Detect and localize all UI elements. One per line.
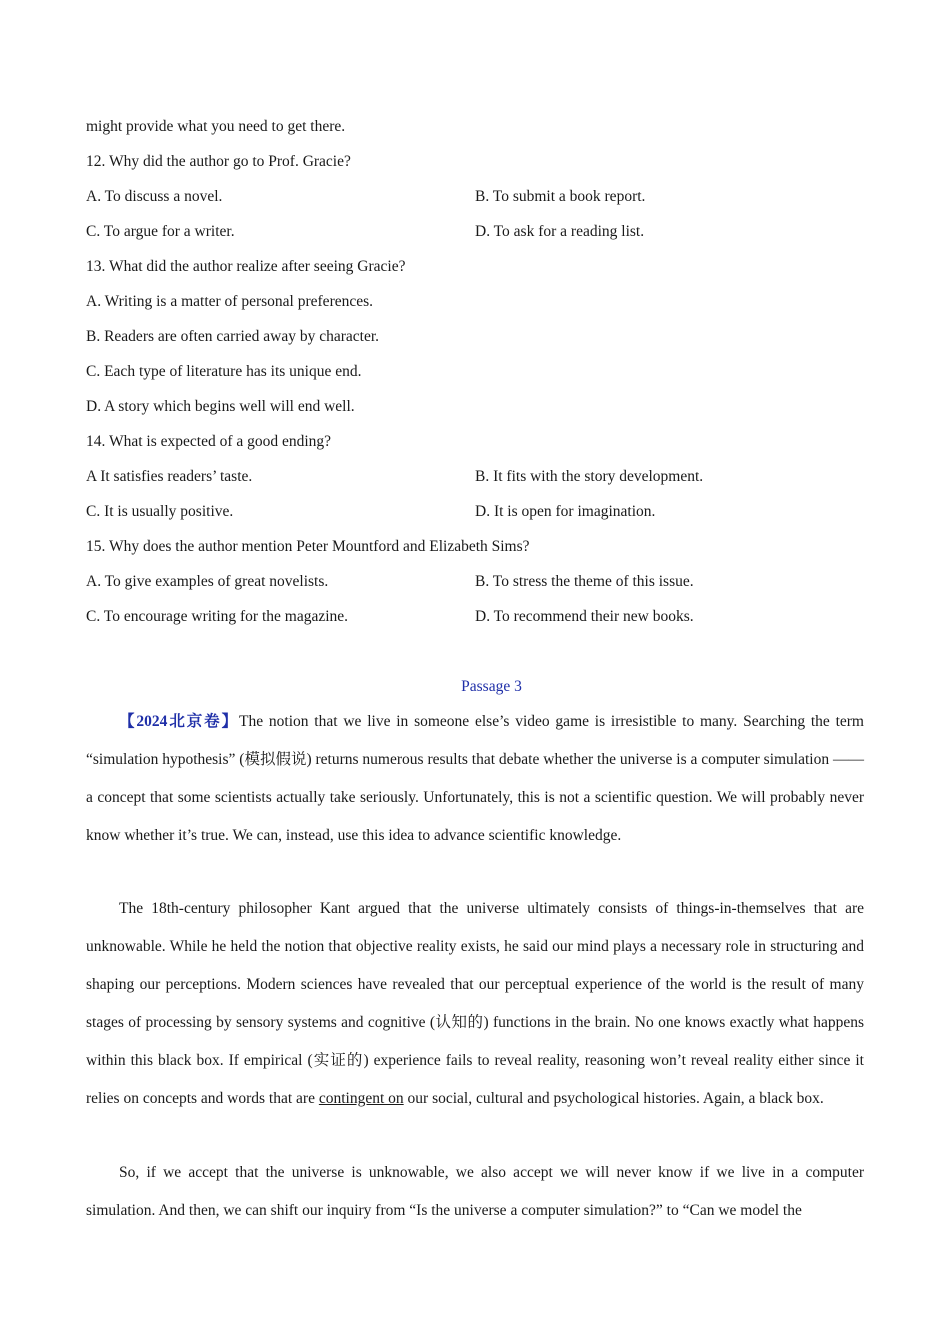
paragraph-2-text-start: The 18th-century philosopher Kant argued that the universe ultimately consists of things-in-themselves that are unknowable. While he held the notion that objective reality exists, he said our mind plays a necessary role in structuring and shaping our perceptions. Modern sciences have revealed that our perceptual experience of the world is the result of many stages of processing by sensory systems and cognitive (认知的) functions in the brain. No one knows exactly what happens within this black box. If empirical (实证的) experience fails to reveal reality, reasoning won’t reveal reality either since it relies on concepts and words that are [86, 900, 864, 1107]
option-12d: D. To ask for a reading list. [475, 223, 645, 240]
question-15: 15. Why does the author mention Peter Mountford and Elizabeth Sims? [86, 538, 530, 555]
question-12: 12. Why did the author go to Prof. Gracie? [86, 153, 351, 170]
question-13: 13. What did the author realize after seeing Gracie? [86, 258, 406, 275]
option-13c: C. Each type of literature has its unique end. [86, 363, 362, 380]
option-12b: B. To submit a book report. [475, 188, 646, 205]
underlined-phrase: contingent on [318, 1090, 404, 1107]
option-13d: D. A story which begins well will end well. [86, 398, 355, 415]
passage-title: Passage 3 [461, 678, 522, 695]
intro-line: might provide what you need to get there. [86, 118, 346, 135]
option-15d: D. To recommend their new books. [475, 608, 694, 625]
paragraph-1 [86, 703, 864, 855]
source-tag: 【2024北京卷】 [119, 713, 240, 730]
option-15a: A. To give examples of great novelists. [86, 573, 329, 590]
paragraph-2 [86, 890, 864, 1118]
option-12a: A. To discuss a novel. [86, 188, 223, 205]
option-14c: C. It is usually positive. [86, 503, 234, 520]
paragraph-2-text-end: our social, cultural and psychological histories. Again, a black box. [403, 1090, 824, 1107]
option-14a: A It satisfies readers’ taste. [86, 468, 253, 485]
option-14d: D. It is open for imagination. [475, 503, 656, 520]
question-14: 14. What is expected of a good ending? [86, 433, 332, 450]
option-13a: A. Writing is a matter of personal preferences. [86, 293, 374, 310]
option-14b: B. It fits with the story development. [475, 468, 704, 485]
paragraph-3: So, if we accept that the universe is unknowable, we also accept we will never know if we live in a computer simulation. And then, we can shift our inquiry from “Is the universe a computer simulation?” to “Can we model the [86, 1164, 864, 1219]
option-12c: C. To argue for a writer. [86, 223, 235, 240]
option-13b: B. Readers are often carried away by character. [86, 328, 380, 345]
option-15c: C. To encourage writing for the magazine. [86, 608, 349, 625]
option-15b: B. To stress the theme of this issue. [475, 573, 694, 590]
paragraph-1-text: The notion that we live in someone else’s video game is irresistible to many. Searching the term “simulation hypothesis” (模拟假说) returns numerous results that debate whether the universe is a computer simulation —— a concept that some scientists actually take seriously. Unfortunately, this is not a scientific question. We will probably never know whether it’s true. We can, instead, use this idea to advance scientific knowledge. [86, 713, 864, 844]
